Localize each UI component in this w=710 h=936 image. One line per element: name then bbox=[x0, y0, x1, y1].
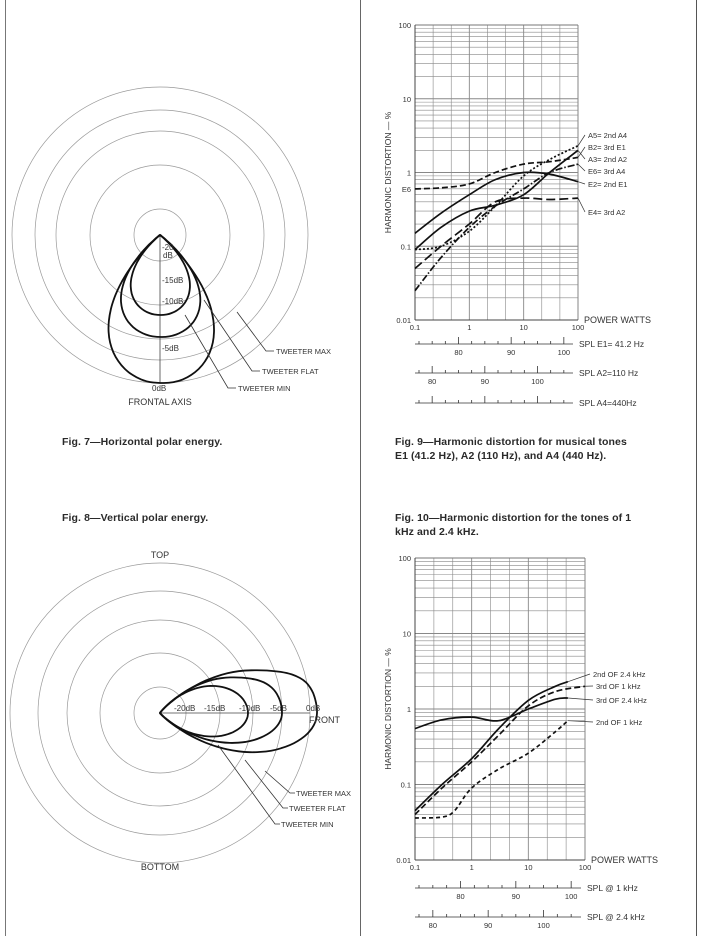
series-line-3rd-of-2-4-khz bbox=[415, 698, 568, 729]
ring-label-15db: -15dB bbox=[162, 276, 184, 285]
y-axis-label: HARMONIC DISTORTION — % bbox=[383, 111, 393, 234]
legend-tweeter-min: TWEETER MIN bbox=[281, 820, 334, 829]
spl-scale-label-spl-1-khz: SPL @ 1 kHz bbox=[587, 883, 638, 893]
fig10-caption-line2: kHz and 2.4 kHz. bbox=[395, 526, 479, 538]
legend-e4-3rd-a2: E4= 3rd A2 bbox=[588, 208, 626, 217]
legend-tweeter-flat: TWEETER FLAT bbox=[289, 804, 346, 813]
y-tick-label: 10 bbox=[402, 94, 411, 104]
x-tick-label: 0.1 bbox=[409, 323, 421, 332]
leader-line-3rd-of-2-4-khz bbox=[568, 698, 593, 700]
legend-3rd-of-1-khz: 3rd OF 1 kHz bbox=[596, 682, 641, 691]
x-tick-label: 1 bbox=[469, 863, 474, 872]
spl-tick-label: 80 bbox=[428, 921, 438, 930]
x-tick-label: 10 bbox=[519, 323, 528, 332]
y-tick-label: 1 bbox=[406, 705, 411, 714]
y-tick-label: 0.01 bbox=[396, 316, 411, 325]
x-tick-label: 1 bbox=[467, 323, 472, 332]
legend-tweeter-flat: TWEETER FLAT bbox=[262, 367, 319, 376]
spl-scale-label-spl-e1-41-2-hz: SPL E1= 41.2 Hz bbox=[579, 339, 645, 349]
spl-tick-label: 80 bbox=[454, 348, 463, 357]
ring-label-20db-a: -20 bbox=[162, 243, 174, 252]
ring-label-10db: -10dB bbox=[162, 297, 184, 306]
legend-tweeter-max: TWEETER MAX bbox=[296, 789, 352, 798]
fig9-caption-line2: E1 (41.2 Hz), A2 (110 Hz), and A4 (440 Hz). bbox=[395, 450, 607, 462]
fig10-caption-line1: Fig. 10—Harmonic distortion for the tones of 1 bbox=[395, 512, 632, 524]
ring-label-0db: 0dB bbox=[152, 384, 167, 393]
x-tick-label: 100 bbox=[571, 323, 585, 332]
legend-a3-2nd-a2: A3= 2nd A2 bbox=[588, 155, 627, 164]
x-axis-label: POWER WATTS bbox=[584, 315, 651, 325]
fig7-caption: Fig. 7—Horizontal polar energy. bbox=[62, 436, 223, 448]
legend-3rd-of-2-4-khz: 3rd OF 2.4 kHz bbox=[596, 696, 647, 705]
y-tick-label: 0.01 bbox=[396, 856, 411, 865]
ring-label-20db-b: dB bbox=[163, 251, 173, 260]
spl-scale-label-spl-a4-440hz: SPL A4=440Hz bbox=[579, 398, 637, 408]
legend-a5-2nd-a4: A5= 2nd A4 bbox=[588, 131, 627, 140]
y-tick-label: 0.1 bbox=[400, 242, 411, 252]
fig9-caption-line1: Fig. 9—Harmonic distortion for musical tones bbox=[395, 436, 627, 448]
series-line-3rd-of-1-khz bbox=[415, 686, 585, 814]
y-extra-label-e6: E6 bbox=[401, 184, 411, 194]
legend-e6-3rd-a4: E6= 3rd A4 bbox=[588, 167, 626, 176]
spl-tick-label: 90 bbox=[511, 892, 521, 901]
spl-tick-label: 90 bbox=[480, 377, 490, 386]
x-tick-label: 10 bbox=[524, 863, 533, 872]
ring-label-5db: -5dB bbox=[162, 344, 179, 353]
y-axis-label: HARMONIC DISTORTION — % bbox=[383, 648, 393, 770]
legend-2nd-of-1-khz: 2nd OF 1 kHz bbox=[596, 718, 643, 727]
ring-label-0db: 0dB bbox=[306, 704, 321, 713]
y-tick-label: 0.1 bbox=[400, 780, 411, 790]
y-tick-label: 100 bbox=[398, 554, 411, 563]
y-tick-label: 10 bbox=[402, 629, 411, 639]
legend-2nd-of-2-4-khz: 2nd OF 2.4 kHz bbox=[593, 670, 646, 679]
spl-scale-label-spl-2-4-khz: SPL @ 2.4 kHz bbox=[587, 912, 645, 922]
y-tick-label: 1 bbox=[406, 168, 411, 178]
spl-scale-label-spl-a2-110-hz: SPL A2=110 Hz bbox=[579, 368, 639, 378]
front-label: FRONT bbox=[309, 715, 340, 725]
ring-label-20db: -20dB bbox=[174, 704, 196, 713]
spl-tick-label: 100 bbox=[537, 921, 550, 930]
x-tick-label: 0.1 bbox=[409, 863, 421, 872]
ring-label-5db: -5dB bbox=[270, 704, 287, 713]
x-axis-label: POWER WATTS bbox=[591, 855, 658, 865]
spl-tick-label: 100 bbox=[531, 377, 544, 386]
spl-tick-label: 80 bbox=[456, 892, 465, 901]
spl-tick-label: 100 bbox=[564, 892, 578, 901]
legend-b2-3rd-e1: B2= 3rd E1 bbox=[588, 143, 626, 152]
y-tick-label: 100 bbox=[398, 21, 411, 30]
bottom-label: BOTTOM bbox=[140, 862, 180, 872]
x-tick-label: 100 bbox=[578, 863, 592, 872]
spl-tick-label: 100 bbox=[557, 348, 571, 357]
spl-tick-label: 80 bbox=[427, 377, 437, 386]
legend-e2-2nd-e1: E2= 2nd E1 bbox=[588, 180, 628, 189]
fig8-caption: Fig. 8—Vertical polar energy. bbox=[62, 512, 209, 524]
legend-tweeter-min: TWEETER MIN bbox=[238, 384, 291, 393]
ring-label-10db: -10dB bbox=[239, 704, 261, 713]
spl-tick-label: 90 bbox=[506, 348, 516, 357]
leader-line-2nd-of-2-4-khz bbox=[568, 674, 590, 682]
top-label: TOP bbox=[150, 550, 170, 560]
frontal-axis-label: FRONTAL AXIS bbox=[128, 397, 192, 407]
ring-label-15db: -15dB bbox=[204, 704, 226, 713]
legend-tweeter-max: TWEETER MAX bbox=[276, 347, 332, 356]
spl-tick-label: 90 bbox=[483, 921, 493, 930]
